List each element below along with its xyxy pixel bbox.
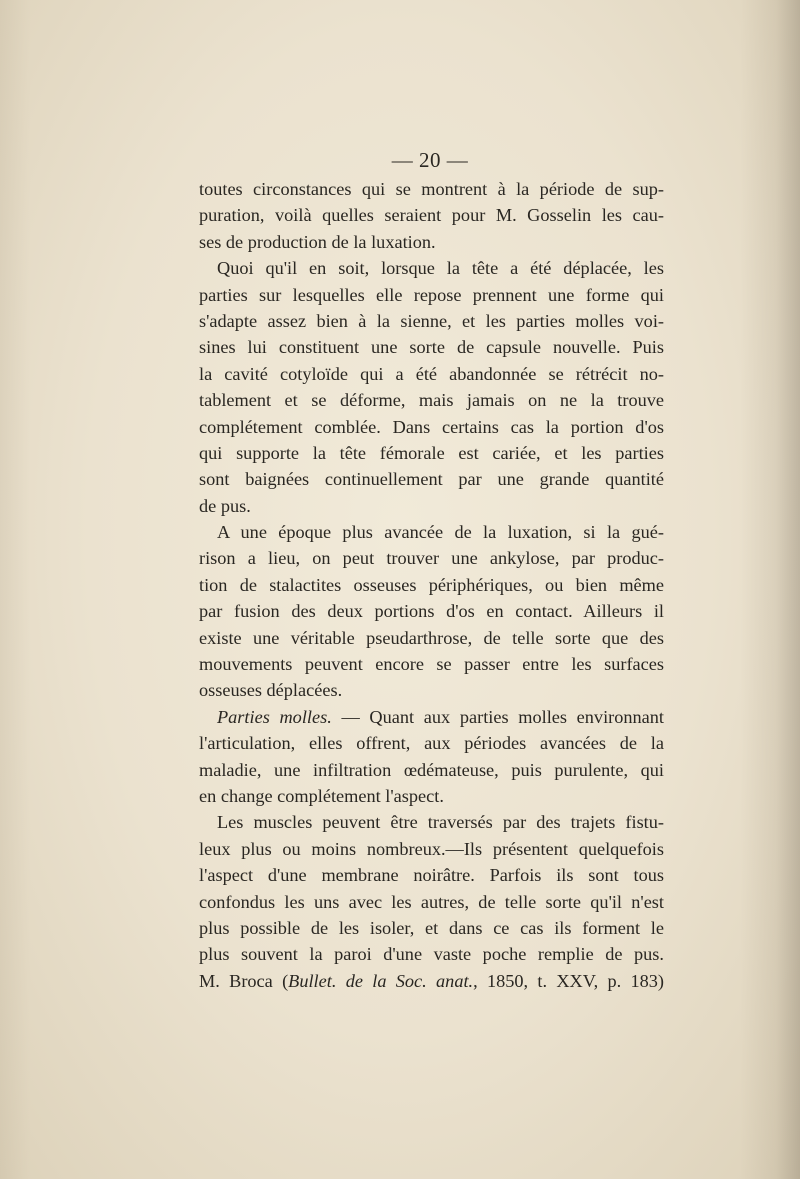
text-line: de pus.: [199, 495, 251, 516]
text-line: confondus les uns avec les autres, de telle sorte qu'il n'est: [199, 891, 664, 912]
text-line: existe une véritable pseudarthrose, de telle sorte que des: [199, 627, 664, 648]
text-line: l'articulation, elles offrent, aux périodes avancées de la: [199, 733, 664, 754]
text-line: tablement et se déforme, mais jamais on ne la trouve: [199, 390, 664, 411]
section-heading: Parties molles.: [217, 706, 332, 727]
body-text: [199, 176, 664, 994]
text-line: puration, voilà quelles seraient pour M. Gosselin les cau-: [199, 205, 664, 226]
text-line-section-heading: [199, 704, 664, 730]
text-line: mouvements peuvent encore se passer entre les surfaces: [199, 654, 664, 675]
text-line: Les muscles peuvent être traversés par des trajets fistu-: [217, 812, 664, 833]
text-line: l'aspect d'une membrane noirâtre. Parfois ils sont tous: [199, 865, 664, 886]
text-line: parties sur lesquelles elle repose prennent une forme qui: [199, 284, 664, 305]
page-number: — 20 —: [391, 148, 469, 172]
text-line: sont baignées continuellement par une grande quantité: [199, 469, 664, 490]
text-line-citation: [199, 968, 664, 994]
text-line: s'adapte assez bien à la sienne, et les parties molles voi-: [199, 310, 664, 331]
text-line: A une époque plus avancée de la luxation, si la gué-: [217, 522, 664, 543]
text-line: ses de production de la luxation.: [199, 231, 436, 252]
text-line: osseuses déplacées.: [199, 680, 343, 701]
text-line: plus souvent la paroi d'une vaste poche remplie de pus.: [199, 944, 664, 965]
text-line: sines lui constituent une sorte de capsule nouvelle. Puis: [199, 337, 664, 358]
citation-journal: Bullet. de la Soc. anat.: [288, 970, 474, 991]
text-line: en change complétement l'aspect.: [199, 785, 444, 806]
text-line: rison a lieu, on peut trouver une ankylose, par produc-: [199, 548, 664, 569]
text-line: complétement comblée. Dans certains cas la portion d'os: [199, 416, 664, 437]
text-line: plus possible de les isoler, et dans ce cas ils forment le: [199, 917, 664, 938]
text-line: leux plus ou moins nombreux.—Ils présentent quelquefois: [199, 838, 664, 859]
citation-start: M. Broca (: [199, 970, 289, 991]
page-left-fade: [0, 0, 30, 1179]
text-line: toutes circonstances qui se montrent à la période de sup-: [199, 179, 664, 199]
text-line: par fusion des deux portions d'os en contact. Ailleurs il: [199, 601, 664, 622]
section-heading-continuation: — Quant aux parties molles environnant: [331, 706, 664, 727]
page-edge-shadow: [740, 0, 800, 1179]
text-line: qui supporte la tête fémorale est cariée, et les parties: [199, 442, 664, 463]
citation-end: , 1850, t. XXV, p. 183): [473, 970, 664, 991]
text-line: tion de stalactites osseuses périphériques, ou bien même: [199, 574, 664, 595]
text-line: la cavité cotyloïde qui a été abandonnée se rétrécit no-: [199, 363, 664, 384]
text-line: maladie, une infiltration œdémateuse, puis purulente, qui: [199, 759, 664, 780]
text-line: Quoi qu'il en soit, lorsque la tête a été déplacée, les: [217, 258, 664, 279]
